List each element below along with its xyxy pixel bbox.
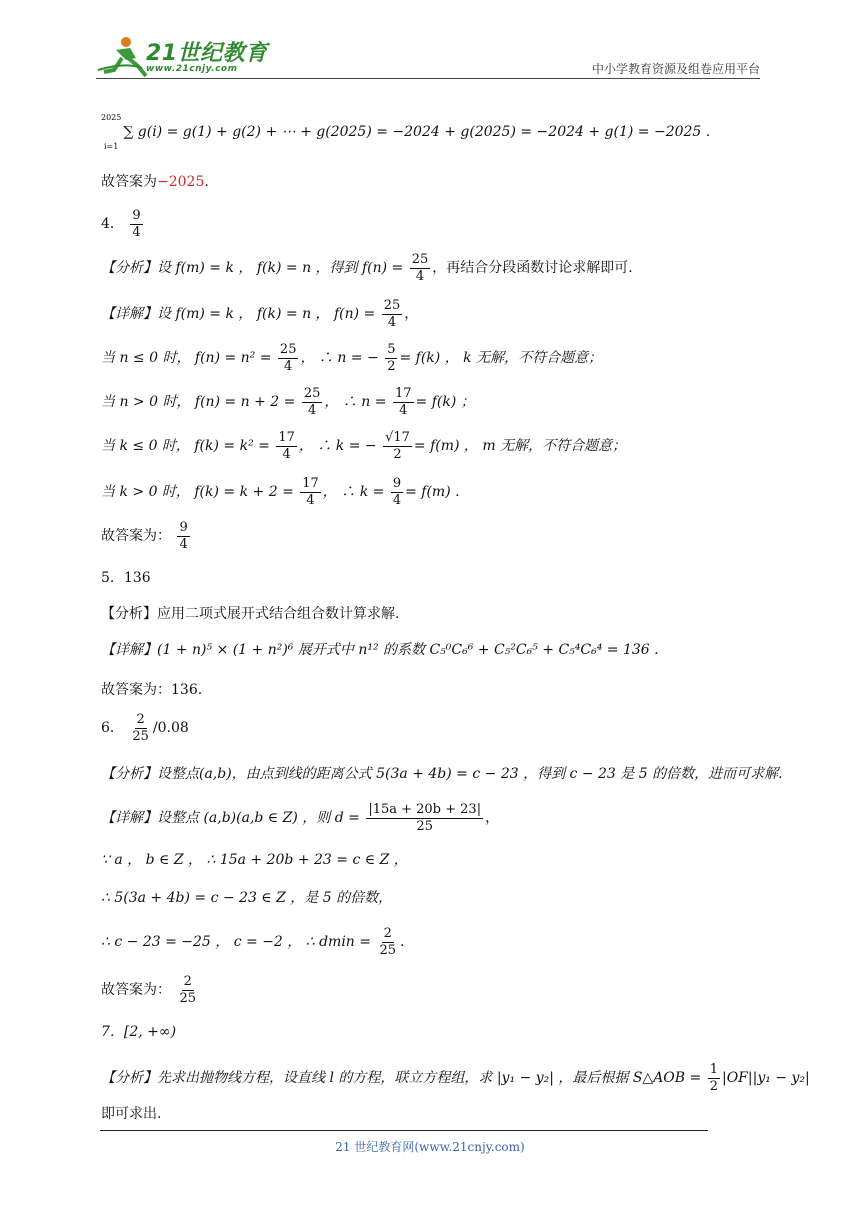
sum-lower-limit: i=1 [104,142,119,151]
question-6-answer: 6． $\frac{2}{25}$ /0.08 [101,711,189,744]
q4-analysis-tail: ，再结合分段函数讨论求解即可. [432,260,633,276]
q4-case-n-gt-0: 当 n > 0 时， f(n) = n + 2 = $\frac{25}{4}$ ， ∴ n = $\frac{17}{4}$ = f(k) ； [101,385,475,418]
question-5-answer: 5．136 [101,570,151,586]
q4-analysis [101,250,633,286]
header-divider [96,78,760,79]
fraction-25-4: $\frac{25}{4}$ [383,297,401,330]
q6-analysis: 【分析】设整点(a,b)，由点到线的距离公式 5(3a + 4b) = c − 23 ，得到 c − 23 是 5 的倍数，进而可求解. [101,766,783,782]
answer-line-3 [101,172,209,192]
q7-analysis-tail: 即可求出. [101,1106,162,1122]
q4-analysis-text: 【分析】设 f(m) = k ， f(k) = n ，得到 f(n) = [101,260,404,276]
fraction-9-4: $\frac{9}{4}$ [132,207,141,240]
q6-step-1: ∵ a ， b ∈ Z ， ∴ 15a + 20b + 23 = c ∈ Z ， [101,852,408,868]
footer-divider [100,1130,708,1131]
q6-step-3: ∴ c − 23 = −25 ， c = −2 ， ∴ dmin = $\frac{2}{25}$ . [101,925,405,958]
summation-expression: ∑ g(i) = g(1) + g(2) + ⋯ + g(2025) = −2024 + g(2025) = −2024 + g(1) = −2025 . [123,124,711,140]
summation-line [101,112,710,152]
q6-detail: 【详解】设整点 (a,b)(a,b ∈ Z) ，则 d = $\frac{|15a + 20b + 23|}{25}$ ， [101,801,500,834]
q4-case-n-le-0: 当 n ≤ 0 时， f(n) = n² = $\frac{25}{4}$ ， ∴ n = − $\frac{5}{2}$ = f(k) ， k 无解，不符合题意； [101,341,603,374]
logo-url: www.21cnjy.com [146,64,238,74]
question-4-answer [101,206,145,242]
question-number: 4． [101,216,124,232]
q5-final-answer: 故答案为：136. [101,682,203,698]
q6-step-2: ∴ 5(3a + 4b) = c − 23 ∈ Z ，是 5 的倍数， [101,890,393,906]
q4-case-k-le-0: 当 k ≤ 0 时， f(k) = k² = $\frac{17}{4}$ ， ∴ k = − $\frac{√17}{2}$ = f(m) ， m 无解，不符合题意； [101,429,627,462]
question-7-answer: 7．[2, +∞) [101,1024,177,1040]
q5-analysis: 【分析】应用二项式展开式结合组合数计算求解. [101,606,400,622]
q4-detail: 【详解】设 f(m) = k ， f(k) = n ， f(n) = $\frac{25}{4}$ ， [101,297,419,330]
sum-upper-limit: 2025 [101,113,122,122]
q5-detail: 【详解】(1 + n)⁵ × (1 + n²)⁶ 展开式中 n¹² 的系数 C₅⁰C₆⁶ + C₅²C₆⁵ + C₅⁴C₆⁴ = 136 . [101,642,659,658]
logo-text: 21世纪教育 [146,41,268,66]
q4-final-answer: 故答案为： $\frac{9}{4}$ [101,519,188,552]
q7-analysis: 【分析】先求出抛物线方程，设直线 l 的方程，联立方程组，求 |y₁ − y₂| ，最后根据 S△AOB = $\frac{1}{2}$ |OF||y₁ − y₂| [101,1061,810,1094]
q4-case-k-gt-0: 当 k > 0 时， f(k) = k + 2 = $\frac{17}{4}$ ， ∴ k = $\frac{9}{4}$ = f(m) . [101,475,460,508]
footer-link[interactable]: 21 世纪教育网(www.21cnjy.com) [335,1140,525,1154]
q4-detail-text: 【详解】设 f(m) = k ， f(k) = n ， f(n) = [101,306,376,322]
q6-final-answer: 故答案为： $\frac{2}{25}$ [101,973,196,1006]
fraction-25-4: $\frac{25}{4}$ [411,251,429,284]
answer-label: 故答案为 [101,174,157,190]
page-header [0,0,860,82]
answer-period: . [204,174,209,190]
answer-value: −2025 [157,174,205,190]
platform-title: 中小学教育资源及组卷应用平台 [591,62,760,76]
